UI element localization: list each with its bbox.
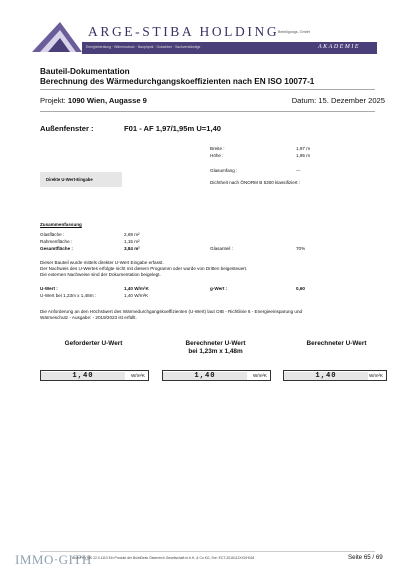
breite-label: Breite : xyxy=(210,146,225,151)
gwert-value: 0,60 xyxy=(296,286,305,291)
element-type-label: Außenfenster : xyxy=(40,124,94,133)
company-akademie: AKADEMIE xyxy=(318,44,360,50)
result-value: 1,40 xyxy=(284,372,368,380)
result-title-calc-ref: Berechneter U-Wert xyxy=(185,340,246,347)
result-box-calc xyxy=(283,370,387,381)
breite-value: 1,97 m xyxy=(296,146,311,151)
result-title-required: Geforderter U-Wert xyxy=(64,340,123,347)
divider xyxy=(40,111,375,112)
doc-subtitle: Berechnung des Wärmedurchgangskoeffizienten nach EN ISO 10077-1 xyxy=(40,77,315,86)
result-value: 1,40 xyxy=(41,372,125,380)
result-unit: W/m²K xyxy=(368,373,383,378)
glasflaeche-value: 2,69 m² xyxy=(124,232,140,237)
glasumfang-label: Glasumfang : xyxy=(210,168,238,173)
watermark-logo: IMMO·GITH xyxy=(15,552,92,567)
uwert-value: 1,40 W/m²K xyxy=(124,286,149,291)
requirement-line-2: Wärmeschutz - Ausgabe: - 2019/2023 ist erfüllt. xyxy=(40,315,137,320)
note-line-2: Der Nachweis des U-Wertes erfolgte nicht mit diesem Programm oder wurde von Dritten beigesteuert. xyxy=(40,266,248,271)
divider xyxy=(40,89,375,90)
result-title-calc: Berechneter U-Wert xyxy=(306,340,367,347)
rahmenflaeche-value: 1,15 m² xyxy=(124,239,140,244)
gwert-label: g-Wert : xyxy=(210,286,228,291)
doc-title: Bauteil-Dokumentation xyxy=(40,67,130,76)
uwert-bei-value: 1,40 W/m²K xyxy=(124,293,149,298)
result-subtitle-calc-ref: bei 1,23m x 1,48m xyxy=(188,348,243,355)
project-label: Projekt: xyxy=(40,96,66,105)
note-line-1: Dieser Bauteil wurde mittels direkter U-Wert Eingabe erfasst. xyxy=(40,260,164,265)
rahmenflaeche-label: Rahmenfläche : xyxy=(40,239,73,244)
element-name: F01 - AF 1,97/1,95m U=1,40 xyxy=(124,124,222,133)
result-value: 1,40 xyxy=(163,372,247,380)
uwert-label: U-Wert : xyxy=(40,286,58,291)
gesamtflaeche-value: 3,84 m² xyxy=(124,246,140,251)
page-number: Seite 65 / 69 xyxy=(348,554,383,561)
company-tagline: Energieberatung · Wärmeschutz · Bauphysik · Gutachten · Sachverständige xyxy=(86,45,201,49)
u-value-input-box xyxy=(40,172,122,187)
result-box-required xyxy=(40,370,149,381)
uwert-bei-label: U-Wert bei 1,23m x 1,48m : xyxy=(40,293,97,298)
project-value: 1090 Wien, Augasse 9 xyxy=(67,96,147,105)
company-logo-icon xyxy=(30,20,84,54)
u-value-input-label: Direkte U-Wert-Eingabe xyxy=(46,177,93,182)
project-line xyxy=(40,96,147,105)
glasanteil-value: 70% xyxy=(296,246,306,251)
requirement-line-1: Die Anforderung an den Höchstwert des Wärmedurchgangskoeffizienten (U-Wert) laut OIB - Richtlinie 6 - Energieeinsparung und xyxy=(40,309,303,314)
glasumfang-value: --- xyxy=(296,168,301,173)
glasflaeche-label: Glasfläche : xyxy=(40,232,65,237)
summary-heading: Zusammenfassung xyxy=(40,222,82,227)
dichtheit-label: Dichtheit nach ÖNORM B 5300 klassifiziert : xyxy=(210,180,301,185)
hoehe-value: 1,95 m xyxy=(296,153,311,158)
gesamtflaeche-label: Gesamtfläche : xyxy=(40,246,73,251)
hoehe-label: Höhe : xyxy=(210,153,224,158)
company-name: ARGE-STIBA HOLDING xyxy=(88,24,280,39)
result-box-calc-ref xyxy=(162,370,271,381)
note-line-3: Die externen Nachweise sind der Dokumentation beigelegt. xyxy=(40,272,161,277)
footer-software-note: ArchiPHYSIK 22.0.1110 Ein Produkt der BuildDesk Österreich Gesellschaft m.b.H. & Co.KG, Snr: ECT-2016112XXXH018 xyxy=(72,556,255,560)
result-unit: W/m²K xyxy=(130,373,145,378)
result-unit: W/m²K xyxy=(252,373,267,378)
doc-date: Datum: 15. Dezember 2025 xyxy=(291,96,385,105)
glasanteil-label: Glasanteil : xyxy=(210,246,233,251)
company-name-suffix: Beteiligungs- GmbH xyxy=(278,30,311,34)
